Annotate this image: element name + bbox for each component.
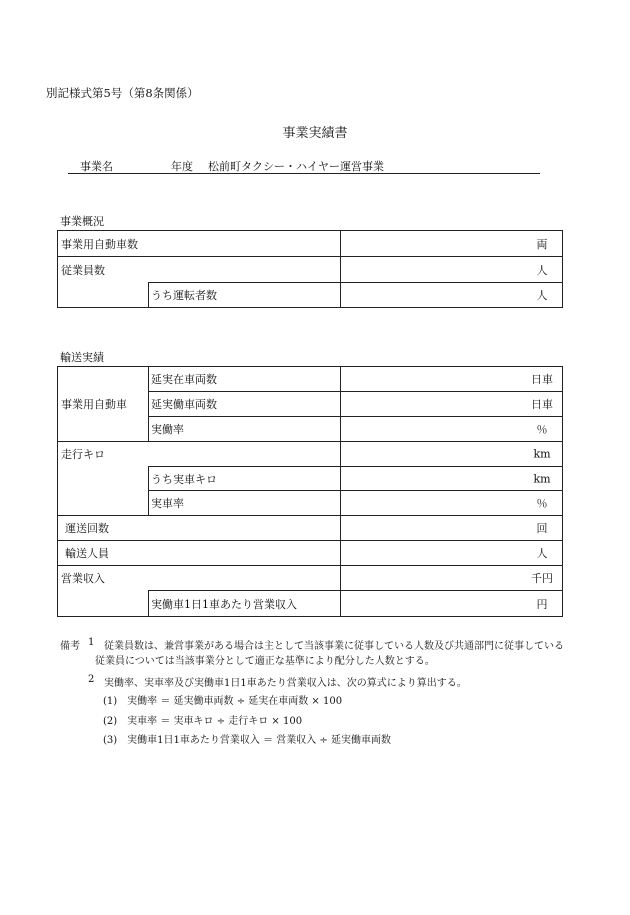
- overview-value-employees: [340, 257, 562, 282]
- business-year-label: 年度: [171, 160, 193, 173]
- form-number-label: 別記様式第5号（第8条関係）: [46, 86, 199, 100]
- notes-heading: 備考: [60, 641, 80, 652]
- note-2-text: 実働率、実車率及び実働車1日1車あたり営業収入は、次の算式により算出する。: [104, 678, 467, 689]
- overview-row-employees: [58, 257, 340, 282]
- unit-label: ％: [536, 497, 548, 510]
- transport-row-loaded-mileage: [148, 467, 340, 490]
- row-label: 延実在車両数: [151, 373, 217, 386]
- document-title: 事業実績書: [282, 126, 348, 141]
- unit-label: 人: [536, 289, 548, 302]
- row-label: 輸送人員: [65, 547, 109, 560]
- row-label: 実働率: [151, 423, 184, 436]
- note-1-line-2: 従業員については当該事業分として適正な基準により配分した人数とする。: [95, 656, 435, 667]
- overview-label: 事業用自動車数: [61, 237, 138, 251]
- formula-revenue-per-vehicle: (3) 実働車1日1車あたり営業収入 ＝ 営業収入 ÷ 延実働車両数: [103, 735, 391, 746]
- transport-table: [57, 366, 563, 617]
- transport-row-revenue-per-vehicle: [148, 591, 340, 616]
- unit-label: 人: [536, 263, 548, 277]
- formula-loaded-rate: (2) 実車率 ＝ 実車キロ ÷ 走行キロ × 100: [103, 716, 303, 727]
- row-label: 営業収入: [61, 572, 105, 585]
- transport-value-revenue-per-vehicle: [340, 591, 562, 616]
- transport-row-operation-rate: [148, 417, 340, 441]
- unit-label: 人: [536, 547, 548, 560]
- transport-value-days-existing: [340, 367, 562, 391]
- overview-value-drivers: [340, 283, 562, 307]
- overview-table: [57, 230, 563, 308]
- transport-value-operation-rate: [340, 417, 562, 441]
- overview-row-drivers: [148, 283, 340, 307]
- unit-label: 回: [536, 522, 548, 535]
- row-label: 運送回数: [65, 522, 109, 535]
- transport-row-revenue: [58, 566, 340, 590]
- note-1-line-1: 従業員数は、兼営事業がある場合は主として当該事業に従事している人数及び共通部門に従事している: [104, 641, 564, 652]
- overview-section-title: 事業概況: [60, 215, 104, 228]
- row-label: 実働車1日1車あたり営業収入: [151, 597, 297, 611]
- note-1-number: 1: [88, 637, 95, 648]
- unit-label: 日車: [531, 398, 553, 411]
- unit-label: 日車: [531, 373, 553, 386]
- row-label: 実車率: [151, 497, 184, 510]
- overview-label: 従業員数: [61, 263, 105, 277]
- overview-row-vehicles: [58, 231, 340, 256]
- transport-value-days-working: [340, 392, 562, 416]
- business-title: 松前町タクシー・ハイヤー運営事業: [208, 160, 384, 173]
- transport-value-mileage: [340, 442, 562, 466]
- transport-row-mileage: [58, 442, 340, 466]
- transport-row-days-working: [148, 392, 340, 416]
- transport-row-days-existing: [148, 367, 340, 391]
- transport-section-title: 輸送実績: [60, 351, 104, 364]
- overview-label: うち運転者数: [151, 289, 217, 302]
- transport-value-revenue: [340, 566, 562, 590]
- unit-label: 千円: [531, 572, 553, 585]
- unit-label: 円: [536, 597, 548, 611]
- transport-value-trips: [340, 516, 562, 540]
- business-name-underline: [68, 173, 540, 174]
- transport-value-loaded-mileage: [340, 467, 562, 490]
- unit-label: ％: [536, 423, 548, 436]
- row-label: 走行キロ: [61, 448, 105, 461]
- transport-row-loaded-rate: [148, 491, 340, 515]
- overview-value-vehicles: [340, 231, 562, 256]
- unit-label: 両: [536, 237, 548, 251]
- unit-label: km: [533, 447, 551, 461]
- transport-row-passengers: [62, 541, 340, 565]
- transport-row-trips: [62, 516, 340, 540]
- transport-value-passengers: [340, 541, 562, 565]
- group-label-vehicle: [58, 367, 148, 441]
- row-label: うち実車キロ: [151, 472, 217, 486]
- unit-label: km: [533, 472, 551, 485]
- business-name-label: 事業名: [80, 160, 113, 173]
- note-2-number: 2: [88, 674, 95, 685]
- transport-value-loaded-rate: [340, 491, 562, 515]
- formula-operation-rate: (1) 実働率 ＝ 延実働車両数 ÷ 延実在車両数 × 100: [103, 696, 343, 707]
- group-vehicle-text: 事業用自動車: [61, 398, 127, 411]
- row-label: 延実働車両数: [151, 398, 217, 411]
